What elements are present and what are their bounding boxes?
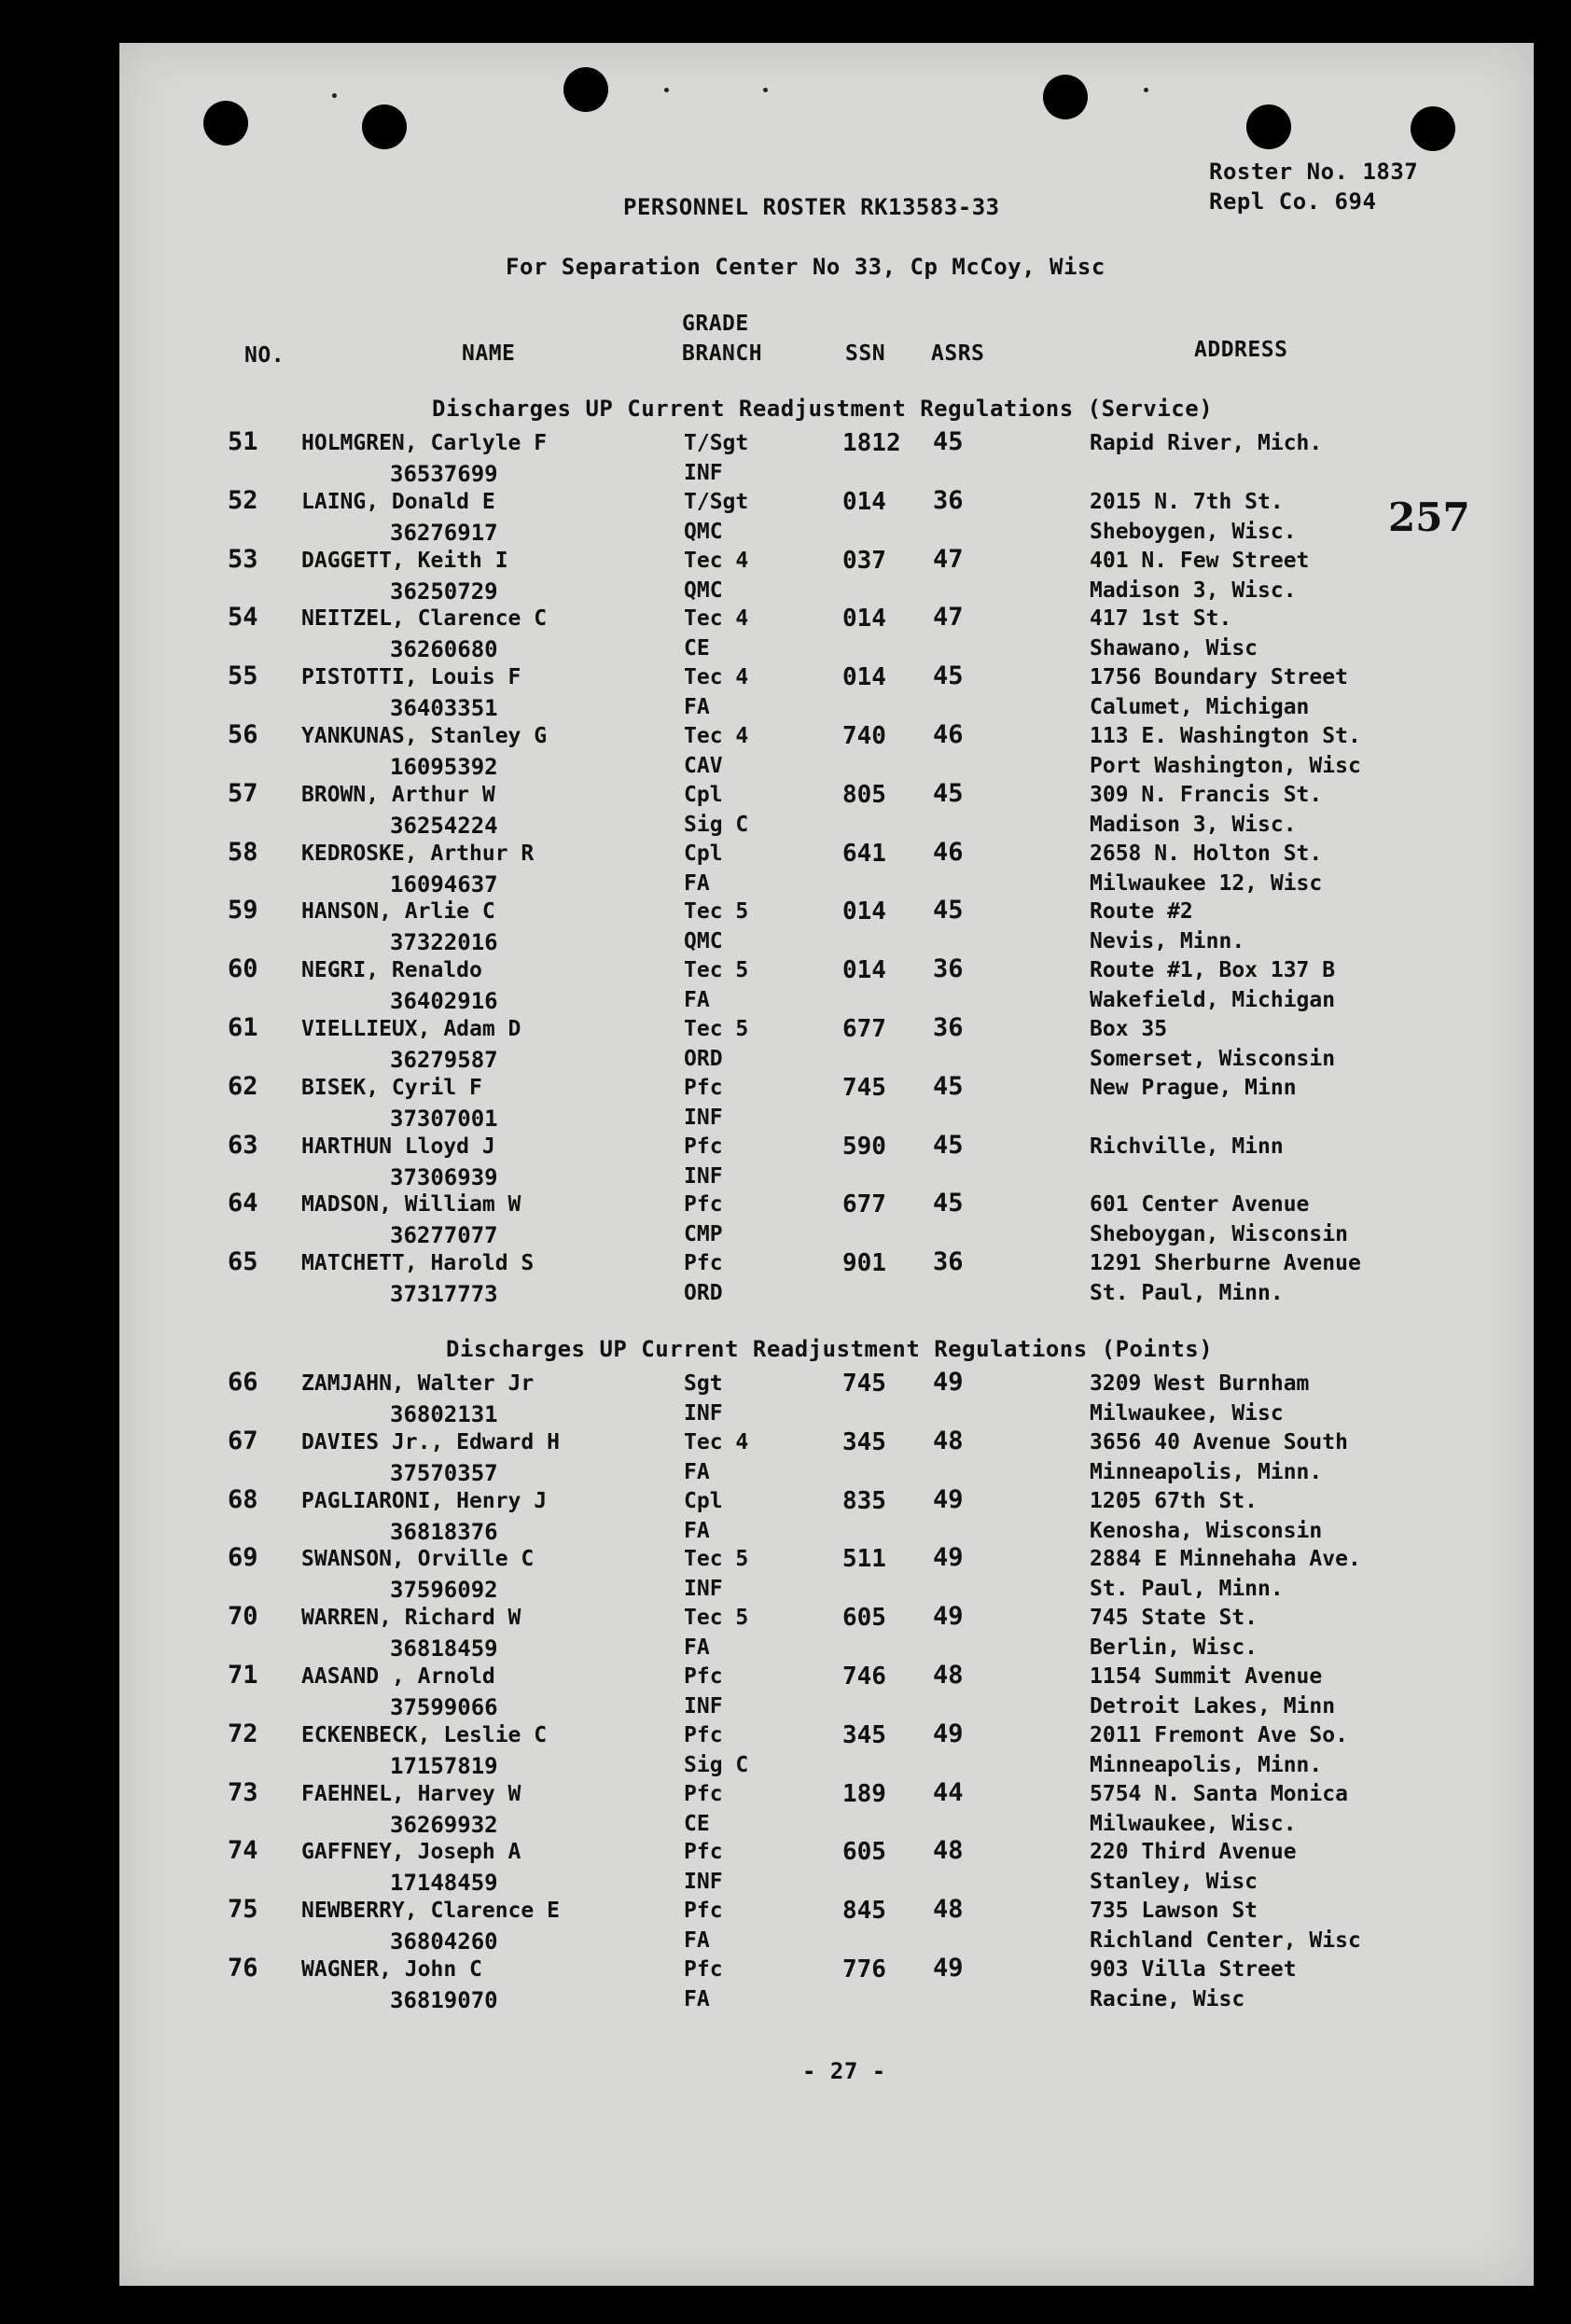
entry-address-line2: Stanley, Wisc xyxy=(1090,1870,1258,1894)
entry-number: 68 xyxy=(228,1485,258,1514)
entry-address-line2: Detroit Lakes, Minn xyxy=(1090,1694,1336,1719)
entry-serial-number: 36819070 xyxy=(390,1987,498,2013)
entry-asrs: 48 xyxy=(933,1661,964,1690)
entry-name: HANSON, Arlie C xyxy=(301,899,495,924)
entry-address-line2: St. Paul, Minn. xyxy=(1090,1281,1284,1305)
entry-asrs: 36 xyxy=(933,486,964,515)
entry-address-line1: 5754 N. Santa Monica xyxy=(1090,1782,1348,1806)
entry-address-line1: 2015 N. 7th St. xyxy=(1090,490,1284,514)
entry-number: 71 xyxy=(228,1661,258,1690)
roster-entry xyxy=(0,545,1571,603)
entry-grade: Tec 4 xyxy=(684,1430,749,1454)
entry-name: KEDROSKE, Arthur R xyxy=(301,842,535,866)
entry-ssn: 511 xyxy=(842,1545,886,1573)
entry-branch: INF xyxy=(684,1401,723,1426)
entry-number: 53 xyxy=(228,545,258,574)
entry-asrs: 49 xyxy=(933,1368,964,1397)
entry-serial-number: 36250729 xyxy=(390,578,498,605)
entry-name: GAFFNEY, Joseph A xyxy=(301,1840,521,1864)
entry-address-line2: Port Washington, Wisc xyxy=(1090,754,1361,778)
entry-branch: Sig C xyxy=(684,1753,749,1777)
entry-grade: Tec 5 xyxy=(684,1017,749,1041)
replacement-company: Repl Co. 694 xyxy=(1209,188,1377,215)
entry-ssn: 901 xyxy=(842,1249,886,1277)
entry-address-line1: 417 1st St. xyxy=(1090,606,1232,631)
entry-ssn: 605 xyxy=(842,1838,886,1866)
entry-asrs: 45 xyxy=(933,779,964,808)
entry-number: 55 xyxy=(228,661,258,690)
roster-entry xyxy=(0,1426,1571,1484)
roster-entry xyxy=(0,486,1571,544)
entry-branch: FA xyxy=(684,988,710,1012)
entry-address-line2: Richland Center, Wisc xyxy=(1090,1928,1361,1953)
entry-address-line1: 1154 Summit Avenue xyxy=(1090,1664,1323,1689)
entry-address-line1: Route #2 xyxy=(1090,899,1193,924)
entry-name: DAVIES Jr., Edward H xyxy=(301,1430,560,1454)
entry-address-line1: Route #1, Box 137 B xyxy=(1090,958,1336,982)
entry-number: 57 xyxy=(228,779,258,808)
column-header-ssn: SSN xyxy=(845,341,886,366)
entry-branch: CMP xyxy=(684,1222,723,1246)
entry-name: WARREN, Richard W xyxy=(301,1606,521,1630)
entry-serial-number: 37596092 xyxy=(390,1577,498,1603)
entry-name: MADSON, William W xyxy=(301,1192,521,1217)
entry-name: HOLMGREN, Carlyle F xyxy=(301,431,548,455)
punch-hole xyxy=(1411,106,1455,151)
entry-asrs: 36 xyxy=(933,954,964,983)
entry-grade: Pfc xyxy=(684,1782,723,1806)
entry-ssn: 014 xyxy=(842,488,886,516)
entry-ssn: 014 xyxy=(842,663,886,691)
entry-number: 70 xyxy=(228,1602,258,1631)
entry-number: 63 xyxy=(228,1131,258,1160)
entry-grade: Pfc xyxy=(684,1957,723,1982)
entry-name: DAGGETT, Keith I xyxy=(301,549,508,573)
roster-entry xyxy=(0,1719,1571,1777)
entry-number: 74 xyxy=(228,1836,258,1865)
entry-branch: FA xyxy=(684,1460,710,1484)
entry-asrs: 49 xyxy=(933,1719,964,1748)
entry-asrs: 48 xyxy=(933,1836,964,1865)
entry-asrs: 45 xyxy=(933,1072,964,1101)
entry-address-line1: 735 Lawson St xyxy=(1090,1899,1258,1923)
entry-address-line1: 3209 West Burnham xyxy=(1090,1371,1310,1396)
entry-number: 69 xyxy=(228,1543,258,1572)
entry-number: 54 xyxy=(228,603,258,632)
perforation-dot xyxy=(664,88,669,92)
entry-grade: Tec 4 xyxy=(684,665,749,689)
entry-branch: FA xyxy=(684,871,710,896)
entry-address-line2: Sheboygan, Wisconsin xyxy=(1090,1222,1348,1246)
entry-name: LAING, Donald E xyxy=(301,490,495,514)
entry-address-line2: Nevis, Minn. xyxy=(1090,929,1245,953)
entry-branch: FA xyxy=(684,1635,710,1660)
roster-entry xyxy=(0,1013,1571,1071)
entry-grade: Tec 4 xyxy=(684,606,749,631)
entry-name: MATCHETT, Harold S xyxy=(301,1251,535,1275)
roster-entry xyxy=(0,1778,1571,1836)
entry-grade: T/Sgt xyxy=(684,490,749,514)
entry-name: WAGNER, John C xyxy=(301,1957,482,1982)
entry-ssn: 345 xyxy=(842,1721,886,1749)
entry-serial-number: 36276917 xyxy=(390,520,498,546)
entry-number: 72 xyxy=(228,1719,258,1748)
entry-asrs: 47 xyxy=(933,545,964,574)
entry-ssn: 677 xyxy=(842,1190,886,1218)
entry-serial-number: 37570357 xyxy=(390,1460,498,1486)
roster-number: Roster No. 1837 xyxy=(1209,159,1419,185)
column-header-address: ADDRESS xyxy=(1194,338,1288,362)
entry-asrs: 45 xyxy=(933,1131,964,1160)
entry-grade: Tec 5 xyxy=(684,1606,749,1630)
entry-serial-number: 37307001 xyxy=(390,1106,498,1132)
entry-address-line1: 1756 Boundary Street xyxy=(1090,665,1348,689)
document-title: PERSONNEL ROSTER RK13583-33 xyxy=(623,194,1000,220)
entry-grade: Sgt xyxy=(684,1371,723,1396)
entry-grade: Pfc xyxy=(684,1076,723,1100)
page-number: - 27 - xyxy=(802,2058,886,2084)
entry-branch: CE xyxy=(684,636,710,661)
entry-ssn: 746 xyxy=(842,1663,886,1691)
entry-serial-number: 37599066 xyxy=(390,1694,498,1720)
roster-entry xyxy=(0,427,1571,485)
entry-serial-number: 36403351 xyxy=(390,695,498,721)
roster-entry xyxy=(0,1247,1571,1305)
entry-branch: FA xyxy=(684,1519,710,1543)
entry-name: NEITZEL, Clarence C xyxy=(301,606,548,631)
roster-entry xyxy=(0,1895,1571,1953)
entry-address-line1: 903 Villa Street xyxy=(1090,1957,1297,1982)
roster-entry xyxy=(0,779,1571,837)
entry-name: HARTHUN Lloyd J xyxy=(301,1134,495,1159)
punch-hole xyxy=(203,101,248,146)
entry-name: NEGRI, Renaldo xyxy=(301,958,482,982)
entry-number: 58 xyxy=(228,838,258,867)
entry-number: 76 xyxy=(228,1954,258,1983)
entry-asrs: 45 xyxy=(933,896,964,925)
entry-address-line1: 1291 Sherburne Avenue xyxy=(1090,1251,1361,1275)
entry-branch: INF xyxy=(684,1694,723,1719)
perforation-dot xyxy=(332,93,337,98)
entry-serial-number: 37317773 xyxy=(390,1281,498,1307)
entry-ssn: 014 xyxy=(842,898,886,925)
entry-grade: Pfc xyxy=(684,1192,723,1217)
entry-serial-number: 36818376 xyxy=(390,1519,498,1545)
entry-address-line2: Madison 3, Wisc. xyxy=(1090,578,1297,603)
entry-grade: Tec 4 xyxy=(684,724,749,748)
entry-address-line1: 745 State St. xyxy=(1090,1606,1258,1630)
entry-grade: Tec 5 xyxy=(684,1547,749,1571)
entry-number: 65 xyxy=(228,1247,258,1276)
entry-ssn: 605 xyxy=(842,1604,886,1632)
entry-name: ZAMJAHN, Walter Jr xyxy=(301,1371,535,1396)
entry-ssn: 014 xyxy=(842,956,886,984)
page-stamp-number: 257 xyxy=(1388,494,1470,540)
entry-name: BISEK, Cyril F xyxy=(301,1076,482,1100)
entry-name: PAGLIARONI, Henry J xyxy=(301,1489,548,1513)
entry-address-line1: New Prague, Minn xyxy=(1090,1076,1297,1100)
entry-asrs: 47 xyxy=(933,603,964,632)
roster-entry xyxy=(0,1836,1571,1894)
entry-number: 52 xyxy=(228,486,258,515)
entry-branch: INF xyxy=(684,1164,723,1189)
entry-branch: INF xyxy=(684,1106,723,1130)
entry-serial-number: 36279587 xyxy=(390,1047,498,1073)
entry-serial-number: 36254224 xyxy=(390,813,498,839)
entry-number: 67 xyxy=(228,1426,258,1455)
entry-serial-number: 36402916 xyxy=(390,988,498,1014)
entry-name: BROWN, Arthur W xyxy=(301,783,495,807)
roster-entry xyxy=(0,661,1571,719)
section-title: Discharges UP Current Readjustment Regulations (Points) xyxy=(446,1336,1214,1362)
entry-address-line1: 2011 Fremont Ave So. xyxy=(1090,1723,1348,1747)
entry-asrs: 36 xyxy=(933,1247,964,1276)
entry-asrs: 44 xyxy=(933,1778,964,1807)
column-header-grade: GRADE xyxy=(682,312,749,336)
entry-ssn: 845 xyxy=(842,1897,886,1925)
entry-ssn: 745 xyxy=(842,1370,886,1398)
entry-serial-number: 36269932 xyxy=(390,1812,498,1838)
entry-ssn: 745 xyxy=(842,1074,886,1102)
column-header-branch: BRANCH xyxy=(682,341,763,366)
roster-entry xyxy=(0,603,1571,661)
entry-name: YANKUNAS, Stanley G xyxy=(301,724,548,748)
roster-entry xyxy=(0,1189,1571,1246)
entry-address-line2: Sheboygen, Wisc. xyxy=(1090,520,1297,544)
entry-ssn: 014 xyxy=(842,605,886,633)
entry-address-line2: Wakefield, Michigan xyxy=(1090,988,1336,1012)
entry-name: VIELLIEUX, Adam D xyxy=(301,1017,521,1041)
entry-address-line1: 2658 N. Holton St. xyxy=(1090,842,1323,866)
entry-asrs: 36 xyxy=(933,1013,964,1042)
entry-ssn: 641 xyxy=(842,840,886,868)
entry-address-line1: 1205 67th St. xyxy=(1090,1489,1258,1513)
entry-address-line1: 113 E. Washington St. xyxy=(1090,724,1361,748)
entry-grade: T/Sgt xyxy=(684,431,749,455)
entry-number: 64 xyxy=(228,1189,258,1218)
entry-branch: Sig C xyxy=(684,813,749,837)
entry-name: AASAND , Arnold xyxy=(301,1664,495,1689)
document-subtitle: For Separation Center No 33, Cp McCoy, Wisc xyxy=(506,254,1105,280)
entry-address-line2: Calumet, Michigan xyxy=(1090,695,1310,719)
entry-address-line2: St. Paul, Minn. xyxy=(1090,1577,1284,1601)
entry-serial-number: 36802131 xyxy=(390,1401,498,1427)
entry-name: SWANSON, Orville C xyxy=(301,1547,535,1571)
entry-serial-number: 36277077 xyxy=(390,1222,498,1248)
entry-address-line2: Minneapolis, Minn. xyxy=(1090,1460,1323,1484)
entry-serial-number: 37306939 xyxy=(390,1164,498,1190)
entry-grade: Tec 5 xyxy=(684,899,749,924)
entry-serial-number: 36804260 xyxy=(390,1928,498,1955)
column-header-asrs: ASRS xyxy=(931,341,985,366)
roster-entry xyxy=(0,720,1571,778)
entry-address-line1: 3656 40 Avenue South xyxy=(1090,1430,1348,1454)
roster-entry xyxy=(0,1368,1571,1426)
entry-asrs: 46 xyxy=(933,838,964,867)
entry-name: FAEHNEL, Harvey W xyxy=(301,1782,521,1806)
entry-number: 60 xyxy=(228,954,258,983)
entry-serial-number: 17148459 xyxy=(390,1870,498,1896)
entry-grade: Cpl xyxy=(684,1489,723,1513)
entry-asrs: 45 xyxy=(933,1189,964,1218)
roster-entry xyxy=(0,896,1571,953)
entry-asrs: 49 xyxy=(933,1954,964,1983)
entry-ssn: 805 xyxy=(842,781,886,809)
entry-branch: INF xyxy=(684,461,723,485)
entry-grade: Pfc xyxy=(684,1251,723,1275)
entry-address-line2: Milwaukee, Wisc xyxy=(1090,1401,1284,1426)
entry-address-line1: 309 N. Francis St. xyxy=(1090,783,1323,807)
entry-grade: Cpl xyxy=(684,842,723,866)
entry-branch: FA xyxy=(684,1987,710,2011)
entry-address-line2: Milwaukee, Wisc. xyxy=(1090,1812,1297,1836)
entry-address-line2: Minneapolis, Minn. xyxy=(1090,1753,1323,1777)
entry-grade: Pfc xyxy=(684,1134,723,1159)
entry-address-line2: Madison 3, Wisc. xyxy=(1090,813,1297,837)
entry-asrs: 45 xyxy=(933,427,964,456)
entry-address-line1: 2884 E Minnehaha Ave. xyxy=(1090,1547,1361,1571)
entry-grade: Pfc xyxy=(684,1723,723,1747)
entry-serial-number: 36818459 xyxy=(390,1635,498,1662)
roster-entry xyxy=(0,838,1571,896)
punch-hole xyxy=(563,67,608,112)
entry-serial-number: 16095392 xyxy=(390,754,498,780)
entry-name: PISTOTTI, Louis F xyxy=(301,665,521,689)
entry-ssn: 189 xyxy=(842,1780,886,1808)
roster-entry xyxy=(0,1072,1571,1130)
entry-address-line2: Racine, Wisc xyxy=(1090,1987,1245,2011)
column-header-name: NAME xyxy=(462,341,516,366)
entry-asrs: 49 xyxy=(933,1485,964,1514)
entry-serial-number: 16094637 xyxy=(390,871,498,898)
entry-branch: ORD xyxy=(684,1047,723,1071)
section-title: Discharges UP Current Readjustment Regulations (Service) xyxy=(432,396,1214,422)
entry-ssn: 740 xyxy=(842,722,886,750)
entry-ssn: 1812 xyxy=(842,429,901,457)
entry-ssn: 345 xyxy=(842,1428,886,1456)
punch-hole xyxy=(362,104,407,149)
roster-entry xyxy=(0,1661,1571,1719)
entry-ssn: 037 xyxy=(842,547,886,575)
entry-grade: Pfc xyxy=(684,1664,723,1689)
entry-serial-number: 36260680 xyxy=(390,636,498,662)
entry-asrs: 49 xyxy=(933,1543,964,1572)
perforation-dot xyxy=(1144,88,1148,92)
entry-address-line2: Berlin, Wisc. xyxy=(1090,1635,1258,1660)
entry-serial-number: 36537699 xyxy=(390,461,498,487)
entry-name: NEWBERRY, Clarence E xyxy=(301,1899,560,1923)
entry-number: 62 xyxy=(228,1072,258,1101)
entry-asrs: 48 xyxy=(933,1895,964,1924)
roster-entry xyxy=(0,1602,1571,1660)
entry-ssn: 590 xyxy=(842,1133,886,1161)
entry-grade: Tec 5 xyxy=(684,958,749,982)
entry-address-line2: Milwaukee 12, Wisc xyxy=(1090,871,1323,896)
entry-asrs: 48 xyxy=(933,1426,964,1455)
entry-branch: FA xyxy=(684,695,710,719)
entry-grade: Pfc xyxy=(684,1840,723,1864)
perforation-dot xyxy=(763,88,768,92)
entry-branch: INF xyxy=(684,1577,723,1601)
roster-entry xyxy=(0,954,1571,1012)
entry-address-line1: 401 N. Few Street xyxy=(1090,549,1310,573)
entry-asrs: 45 xyxy=(933,661,964,690)
entry-address-line1: Box 35 xyxy=(1090,1017,1168,1041)
entry-branch: INF xyxy=(684,1870,723,1894)
entry-number: 75 xyxy=(228,1895,258,1924)
entry-ssn: 776 xyxy=(842,1955,886,1983)
entry-number: 73 xyxy=(228,1778,258,1807)
entry-branch: ORD xyxy=(684,1281,723,1305)
entry-ssn: 835 xyxy=(842,1487,886,1515)
entry-branch: CAV xyxy=(684,754,723,778)
entry-grade: Cpl xyxy=(684,783,723,807)
entry-number: 66 xyxy=(228,1368,258,1397)
entry-name: ECKENBECK, Leslie C xyxy=(301,1723,548,1747)
entry-number: 61 xyxy=(228,1013,258,1042)
entry-number: 51 xyxy=(228,427,258,456)
punch-hole xyxy=(1246,104,1291,149)
entry-asrs: 46 xyxy=(933,720,964,749)
roster-entry xyxy=(0,1543,1571,1601)
entry-grade: Pfc xyxy=(684,1899,723,1923)
entry-grade: Tec 4 xyxy=(684,549,749,573)
entry-asrs: 49 xyxy=(933,1602,964,1631)
entry-branch: CE xyxy=(684,1812,710,1836)
entry-serial-number: 37322016 xyxy=(390,929,498,955)
entry-address-line2: Somerset, Wisconsin xyxy=(1090,1047,1336,1071)
roster-entry xyxy=(0,1485,1571,1543)
punch-hole xyxy=(1043,75,1088,119)
entry-address-line1: Rapid River, Mich. xyxy=(1090,431,1323,455)
entry-address-line1: Richville, Minn xyxy=(1090,1134,1284,1159)
entry-branch: QMC xyxy=(684,929,723,953)
entry-branch: QMC xyxy=(684,520,723,544)
entry-ssn: 677 xyxy=(842,1015,886,1043)
entry-branch: FA xyxy=(684,1928,710,1953)
entry-number: 56 xyxy=(228,720,258,749)
entry-number: 59 xyxy=(228,896,258,925)
roster-entry xyxy=(0,1131,1571,1189)
entry-address-line2: Kenosha, Wisconsin xyxy=(1090,1519,1323,1543)
roster-entry xyxy=(0,1954,1571,2011)
column-header-no: NO. xyxy=(244,343,285,368)
entry-serial-number: 17157819 xyxy=(390,1753,498,1779)
entry-address-line1: 220 Third Avenue xyxy=(1090,1840,1297,1864)
entry-branch: QMC xyxy=(684,578,723,603)
entry-address-line1: 601 Center Avenue xyxy=(1090,1192,1310,1217)
entry-address-line2: Shawano, Wisc xyxy=(1090,636,1258,661)
